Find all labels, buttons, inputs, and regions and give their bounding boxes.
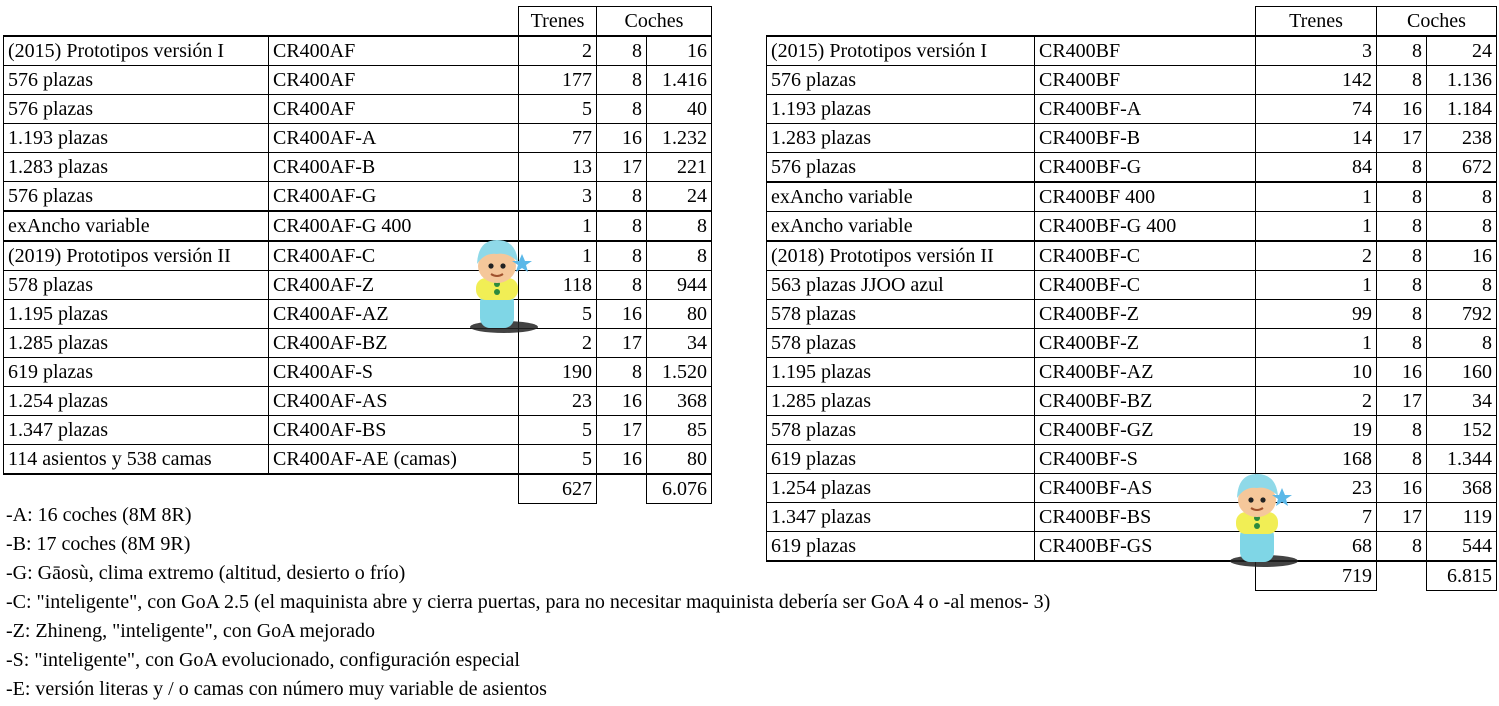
- row-total-cars: 8: [647, 211, 712, 241]
- totals-spacer: [597, 474, 647, 504]
- row-description: 578 plazas: [767, 416, 1035, 445]
- row-model: CR400AF: [269, 95, 519, 124]
- header-row: [4, 7, 712, 37]
- header-coches: Coches: [1377, 7, 1497, 37]
- table-row: [767, 271, 1497, 300]
- row-trains: 2: [1256, 241, 1377, 271]
- table-row: [767, 358, 1497, 387]
- table-row: [767, 182, 1497, 212]
- row-total-cars: 34: [647, 329, 712, 358]
- row-cars-per-train: 8: [597, 95, 647, 124]
- row-description: 578 plazas: [4, 271, 269, 300]
- row-trains: 5: [519, 445, 597, 475]
- row-total-cars: 8: [1427, 329, 1497, 358]
- row-description: 1.283 plazas: [767, 124, 1035, 153]
- row-trains: 190: [519, 358, 597, 387]
- row-description: 619 plazas: [4, 358, 269, 387]
- row-cars-per-train: 8: [1377, 212, 1427, 242]
- table-row: [767, 474, 1497, 503]
- table-row: [4, 271, 712, 300]
- row-model: CR400BF-C: [1035, 271, 1256, 300]
- row-cars-per-train: 16: [1377, 358, 1427, 387]
- row-model: CR400BF-AZ: [1035, 358, 1256, 387]
- row-model: CR400AF-AS: [269, 387, 519, 416]
- row-total-cars: 1.416: [647, 66, 712, 95]
- row-cars-per-train: 8: [597, 358, 647, 387]
- row-total-cars: 1.520: [647, 358, 712, 387]
- table-row: [4, 66, 712, 95]
- row-description: 1.195 plazas: [4, 300, 269, 329]
- row-model: CR400AF-Z: [269, 271, 519, 300]
- row-description: 1.254 plazas: [767, 474, 1035, 503]
- row-cars-per-train: 8: [1377, 532, 1427, 562]
- toy-doll-icon: [452, 234, 542, 334]
- table-row: [4, 36, 712, 66]
- row-cars-per-train: 8: [1377, 445, 1427, 474]
- row-cars-per-train: 8: [1377, 300, 1427, 329]
- row-cars-per-train: 8: [1377, 153, 1427, 183]
- row-model: CR400BF-Z: [1035, 329, 1256, 358]
- row-description: (2019) Prototipos versión II: [4, 241, 269, 271]
- row-model: CR400BF: [1035, 66, 1256, 95]
- row-total-cars: 1.344: [1427, 445, 1497, 474]
- row-description: 619 plazas: [767, 532, 1035, 562]
- row-cars-per-train: 17: [1377, 124, 1427, 153]
- row-cars-per-train: 8: [597, 271, 647, 300]
- row-model: CR400AF-BZ: [269, 329, 519, 358]
- row-total-cars: 40: [647, 95, 712, 124]
- row-trains: 1: [1256, 182, 1377, 212]
- row-cars-per-train: 16: [597, 445, 647, 475]
- row-model: CR400BF-GS: [1035, 532, 1256, 562]
- row-total-cars: 1.232: [647, 124, 712, 153]
- row-cars-per-train: 8: [597, 241, 647, 271]
- row-description: 114 asientos y 538 camas: [4, 445, 269, 475]
- row-total-cars: 238: [1427, 124, 1497, 153]
- row-cars-per-train: 8: [1377, 66, 1427, 95]
- row-model: CR400AF-C: [269, 241, 519, 271]
- row-model: CR400BF-G: [1035, 153, 1256, 183]
- note-line: -B: 17 coches (8M 9R): [6, 533, 191, 555]
- row-total-cars: 24: [1427, 36, 1497, 66]
- table-row: [767, 212, 1497, 242]
- row-trains: 23: [519, 387, 597, 416]
- row-trains: 68: [1256, 532, 1377, 562]
- note-line: -E: versión literas y / o camas con número muy variable de asientos: [6, 678, 547, 700]
- table-row: [4, 445, 712, 475]
- row-trains: 14: [1256, 124, 1377, 153]
- row-trains: 1: [1256, 271, 1377, 300]
- row-total-cars: 944: [647, 271, 712, 300]
- toy-doll-icon: [1212, 468, 1302, 568]
- row-cars-per-train: 16: [1377, 474, 1427, 503]
- table-row: [767, 416, 1497, 445]
- row-model: CR400BF-B: [1035, 124, 1256, 153]
- row-total-cars: 152: [1427, 416, 1497, 445]
- row-cars-per-train: 8: [597, 211, 647, 241]
- table-row: [4, 182, 712, 212]
- row-model: CR400AF: [269, 66, 519, 95]
- row-model: CR400BF 400: [1035, 182, 1256, 212]
- row-total-cars: 544: [1427, 532, 1497, 562]
- row-trains: 142: [1256, 66, 1377, 95]
- table-row: [4, 153, 712, 182]
- row-model: CR400BF-BS: [1035, 503, 1256, 532]
- row-trains: 99: [1256, 300, 1377, 329]
- row-trains: 3: [1256, 36, 1377, 66]
- row-cars-per-train: 16: [597, 387, 647, 416]
- table-row: [767, 445, 1497, 474]
- table-row: [767, 300, 1497, 329]
- row-trains: 5: [519, 416, 597, 445]
- row-total-cars: 8: [1427, 212, 1497, 242]
- row-trains: 2: [519, 36, 597, 66]
- row-cars-per-train: 8: [1377, 416, 1427, 445]
- row-description: (2015) Prototipos versión I: [4, 36, 269, 66]
- row-model: CR400AF-A: [269, 124, 519, 153]
- row-trains: 2: [1256, 387, 1377, 416]
- row-trains: 19: [1256, 416, 1377, 445]
- row-total-cars: 80: [647, 445, 712, 475]
- table-row: [4, 329, 712, 358]
- table-row: [4, 124, 712, 153]
- note-line: -Z: Zhineng, "inteligente", con GoA mejorado: [6, 620, 376, 642]
- row-description: 1.283 plazas: [4, 153, 269, 182]
- row-trains: 77: [519, 124, 597, 153]
- row-total-cars: 119: [1427, 503, 1497, 532]
- row-model: CR400AF-B: [269, 153, 519, 182]
- row-model: CR400BF: [1035, 36, 1256, 66]
- note-line: -G: Gāosù, clima extremo (altitud, desierto o frío): [6, 562, 406, 584]
- row-total-cars: 8: [647, 241, 712, 271]
- row-total-cars: 8: [1427, 271, 1497, 300]
- row-description: 576 plazas: [4, 182, 269, 212]
- row-trains: 74: [1256, 95, 1377, 124]
- table-row: [4, 211, 712, 241]
- row-model: CR400AF-BS: [269, 416, 519, 445]
- row-cars-per-train: 17: [597, 329, 647, 358]
- row-trains: 168: [1256, 445, 1377, 474]
- row-total-cars: 85: [647, 416, 712, 445]
- cr400af-table: [3, 6, 712, 504]
- row-model: CR400AF-G: [269, 182, 519, 212]
- row-cars-per-train: 8: [1377, 271, 1427, 300]
- table-row: [767, 329, 1497, 358]
- note-line: -A: 16 coches (8M 8R): [6, 504, 192, 526]
- suffix-notes: [6, 501, 1050, 704]
- row-trains: 118: [519, 271, 597, 300]
- header-trenes: Trenes: [1256, 7, 1377, 37]
- row-model: CR400AF: [269, 36, 519, 66]
- row-cars-per-train: 17: [597, 416, 647, 445]
- row-cars-per-train: 8: [1377, 241, 1427, 271]
- totals-spacer: [4, 474, 269, 504]
- header-row: [767, 7, 1497, 37]
- row-total-cars: 24: [647, 182, 712, 212]
- table-row: [767, 36, 1497, 66]
- table-row: [767, 241, 1497, 271]
- row-total-cars: 672: [1427, 153, 1497, 183]
- header-trenes: Trenes: [519, 7, 597, 37]
- totals-row: [4, 474, 712, 504]
- row-trains: 1: [519, 241, 597, 271]
- row-description: exAncho variable: [4, 211, 269, 241]
- row-trains: 2: [519, 329, 597, 358]
- table-row: [4, 416, 712, 445]
- row-cars-per-train: 8: [1377, 182, 1427, 212]
- row-description: 1.347 plazas: [767, 503, 1035, 532]
- totals-spacer: [269, 474, 519, 504]
- row-description: 576 plazas: [4, 95, 269, 124]
- row-trains: 1: [1256, 212, 1377, 242]
- header-coches: Coches: [597, 7, 712, 37]
- row-total-cars: 1.184: [1427, 95, 1497, 124]
- row-trains: 1: [1256, 329, 1377, 358]
- row-cars-per-train: 17: [597, 153, 647, 182]
- table-row: [767, 95, 1497, 124]
- note-line: -C: "inteligente", con GoA 2.5 (el maquinista abre y cierra puertas, para no necesitar maquinista debería ser GoA 4 o -al menos- 3): [6, 591, 1051, 613]
- row-description: 1.347 plazas: [4, 416, 269, 445]
- row-cars-per-train: 16: [597, 300, 647, 329]
- row-total-cars: 368: [1427, 474, 1497, 503]
- totals-spacer: [1377, 561, 1427, 591]
- row-cars-per-train: 8: [597, 66, 647, 95]
- row-description: 576 plazas: [4, 66, 269, 95]
- row-model: CR400BF-Z: [1035, 300, 1256, 329]
- row-trains: 1: [519, 211, 597, 241]
- row-description: 576 plazas: [767, 66, 1035, 95]
- row-description: (2018) Prototipos versión II: [767, 241, 1035, 271]
- row-total-cars: 16: [1427, 241, 1497, 271]
- row-trains: 13: [519, 153, 597, 182]
- row-total-cars: 16: [647, 36, 712, 66]
- row-trains: 23: [1256, 474, 1377, 503]
- total-cars: 6.815: [1427, 561, 1497, 591]
- total-trains: 719: [1256, 561, 1377, 591]
- row-model: CR400BF-A: [1035, 95, 1256, 124]
- row-trains: 177: [519, 66, 597, 95]
- row-model: CR400BF-C: [1035, 241, 1256, 271]
- row-description: exAncho variable: [767, 212, 1035, 242]
- row-model: CR400AF-AE (camas): [269, 445, 519, 475]
- total-cars: 6.076: [647, 474, 712, 504]
- row-description: 578 plazas: [767, 300, 1035, 329]
- table-row: [767, 387, 1497, 416]
- row-model: CR400AF-AZ: [269, 300, 519, 329]
- table-row: [767, 124, 1497, 153]
- row-trains: 3: [519, 182, 597, 212]
- row-model: CR400BF-GZ: [1035, 416, 1256, 445]
- row-cars-per-train: 17: [1377, 503, 1427, 532]
- row-description: exAncho variable: [767, 182, 1035, 212]
- row-total-cars: 8: [1427, 182, 1497, 212]
- row-total-cars: 368: [647, 387, 712, 416]
- row-total-cars: 34: [1427, 387, 1497, 416]
- row-cars-per-train: 8: [1377, 36, 1427, 66]
- row-trains: 5: [519, 95, 597, 124]
- row-model: CR400BF-AS: [1035, 474, 1256, 503]
- table-row: [4, 387, 712, 416]
- note-line: -S: "inteligente", con GoA evolucionado, configuración especial: [6, 649, 520, 671]
- row-trains: 10: [1256, 358, 1377, 387]
- row-trains: 5: [519, 300, 597, 329]
- row-description: 1.195 plazas: [767, 358, 1035, 387]
- row-description: 563 plazas JJOO azul: [767, 271, 1035, 300]
- row-model: CR400BF-BZ: [1035, 387, 1256, 416]
- row-description: 1.193 plazas: [4, 124, 269, 153]
- table-row: [767, 66, 1497, 95]
- row-description: 1.285 plazas: [767, 387, 1035, 416]
- row-cars-per-train: 8: [597, 182, 647, 212]
- table-row: [4, 358, 712, 387]
- row-description: 578 plazas: [767, 329, 1035, 358]
- row-model: CR400BF-S: [1035, 445, 1256, 474]
- table-row: [4, 241, 712, 271]
- row-description: 576 plazas: [767, 153, 1035, 183]
- row-model: CR400BF-G 400: [1035, 212, 1256, 242]
- table-row: [767, 153, 1497, 183]
- row-cars-per-train: 8: [1377, 329, 1427, 358]
- row-total-cars: 80: [647, 300, 712, 329]
- table-row: [4, 95, 712, 124]
- row-cars-per-train: 16: [597, 124, 647, 153]
- row-description: 619 plazas: [767, 445, 1035, 474]
- row-cars-per-train: 16: [1377, 95, 1427, 124]
- row-description: 1.254 plazas: [4, 387, 269, 416]
- row-total-cars: 1.136: [1427, 66, 1497, 95]
- row-model: CR400AF-G 400: [269, 211, 519, 241]
- row-cars-per-train: 8: [597, 36, 647, 66]
- row-total-cars: 792: [1427, 300, 1497, 329]
- table-row: [4, 300, 712, 329]
- row-description: 1.193 plazas: [767, 95, 1035, 124]
- row-model: CR400AF-S: [269, 358, 519, 387]
- row-description: 1.285 plazas: [4, 329, 269, 358]
- row-cars-per-train: 17: [1377, 387, 1427, 416]
- row-total-cars: 221: [647, 153, 712, 182]
- row-description: (2015) Prototipos versión I: [767, 36, 1035, 66]
- row-trains: 84: [1256, 153, 1377, 183]
- row-total-cars: 160: [1427, 358, 1497, 387]
- total-trains: 627: [519, 474, 597, 504]
- row-trains: 7: [1256, 503, 1377, 532]
- cr400af-table-body: [4, 7, 712, 504]
